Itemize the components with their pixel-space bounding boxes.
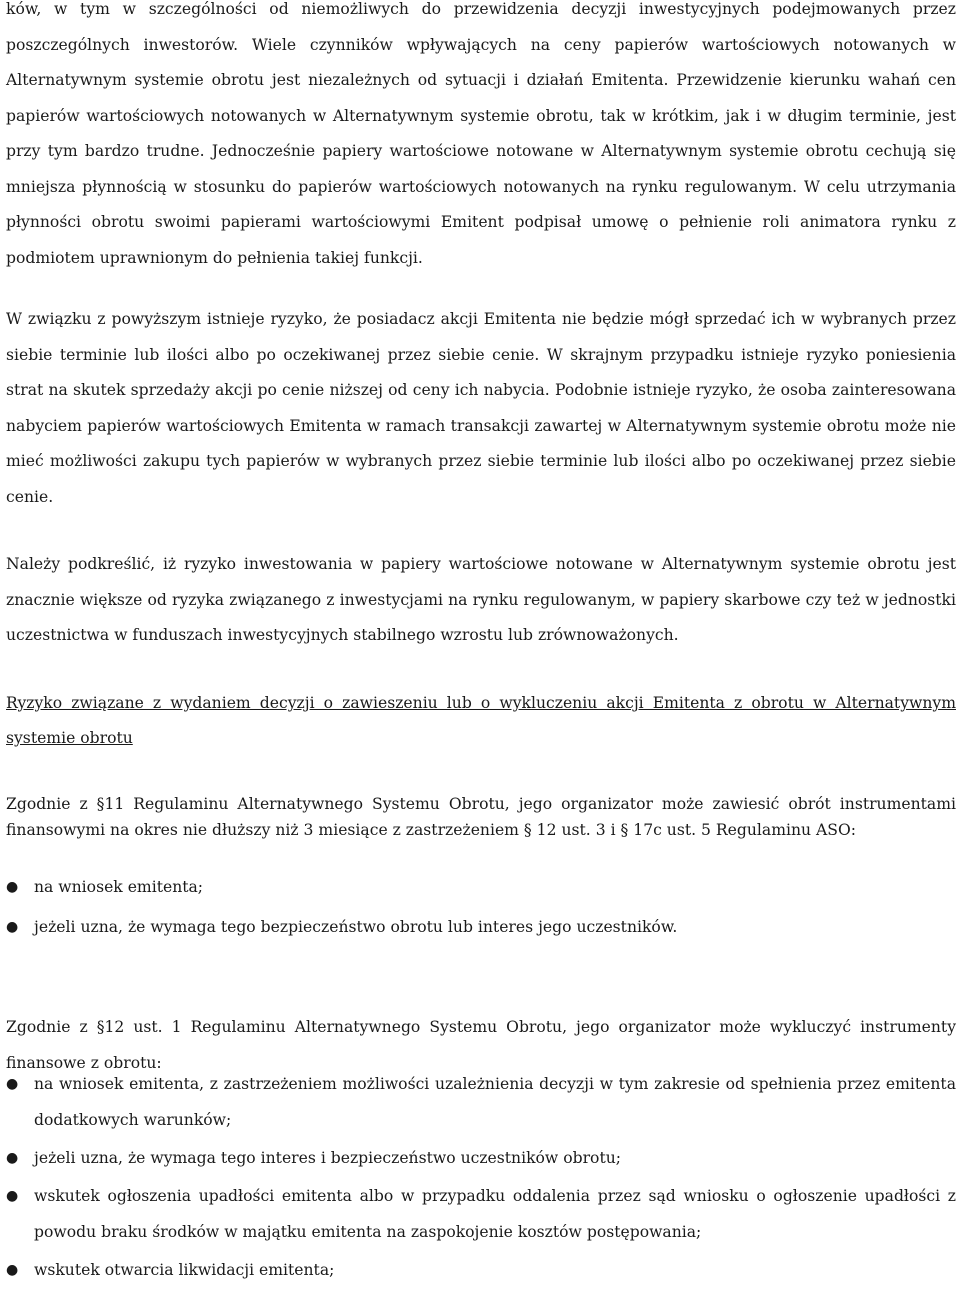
list-item: ● jeżeli uzna, że wymaga tego bezpieczeństwo obrotu lub interes jego uczestników. (6, 908, 956, 946)
paragraph-investment-risk: Należy podkreślić, iż ryzyko inwestowania w papiery wartościowe notowane w Alternatywnym systemie obrotu jest znacznie większe od ryzyka związanego z inwestycjami na rynku regulowanym, w papiery skarbowe czy też w jednostki uczestnictwa w funduszach inwestycyjnych stabilnego wzrostu lub zrównoważonych. (6, 555, 956, 644)
bullet-icon: ● (6, 1150, 19, 1166)
bullet-icon: ● (6, 919, 19, 935)
paragraph-suspension-rules: Zgodnie z §11 Regulaminu Alternatywnego Systemu Obrotu, jego organizator może zawiesić obrót instrumentami finansowymi na okres nie dłuższy niż 3 miesiące z zastrzeżeniem § 12 ust. 3 i § 17c ust. 5 Regulaminu ASO: (6, 795, 956, 839)
list-item: ● wskutek otwarcia likwidacji emitenta; (6, 1252, 956, 1288)
paragraph-sale-risk: W związku z powyższym istnieje ryzyko, że posiadacz akcji Emitenta nie będzie mógł sprzedać ich w wybranych przez siebie terminie lub ilości albo po oczekiwanej przez siebie cenie. W skrajnym przypadku istnieje ryzyko poniesienia strat na skutek sprzedaży akcji po cenie niższej od ceny ich nabycia. Podobnie istnieje ryzyko, że osoba zainteresowana nabyciem papierów wartościowych Emitenta w ramach transakcji zawartej w Alternatywnym systemie obrotu może nie mieć możliwości zakupu tych papierów w wybranych przez siebie terminie lub ilości albo po oczekiwanej przez siebie cenie. (6, 310, 956, 506)
exclusion-conditions-list (6, 1066, 956, 1288)
section-heading-suspension-risk: Ryzyko związane z wydaniem decyzji o zawieszeniu lub o wykluczeniu akcji Emitenta z obrotu w Alternatywnym systemie obrotu (6, 694, 956, 747)
list-item: ● na wniosek emitenta; (6, 868, 956, 906)
paragraph-liquidity-risk: ków, w tym w szczególności od niemożliwych do przewidzenia decyzji inwestycyjnych podejmowanych przez poszczególnych inwestorów. Wiele czynników wpływających na ceny papierów wartościowych notowanych w Alternatywnym systemie obrotu jest niezależnych od sytuacji i działań Emitenta. Przewidzenie kierunku wahań cen papierów wartościowych notowanych w Alternatywnym systemie obrotu, tak w krótkim, jak i w długim terminie, jest przy tym bardzo trudne. Jednocześnie papiery wartościowe notowane w Alternatywnym systemie obrotu cechują się mniejsza płynnością w stosunku do papierów wartościowych notowanych na rynku regulowanym. W celu utrzymania płynności obrotu swoimi papierami wartościowymi Emitent podpisał umowę o pełnienie roli animatora rynku z podmiotem uprawnionym do pełnienia takiej funkcji. (6, 0, 956, 267)
bullet-icon: ● (6, 1076, 19, 1092)
suspension-conditions-list (6, 868, 956, 946)
list-item: ● jeżeli uzna, że wymaga tego interes i bezpieczeństwo uczestników obrotu; (6, 1140, 956, 1176)
list-item: ● na wniosek emitenta, z zastrzeżeniem możliwości uzależnienia decyzji w tym zakresie od spełnienia przez emitenta dodatkowych warunków; (6, 1066, 956, 1138)
bullet-icon: ● (6, 1188, 19, 1204)
paragraph-exclusion-rules: Zgodnie z §12 ust. 1 Regulaminu Alternatywnego Systemu Obrotu, jego organizator może wykluczyć instrumenty finansowe z obrotu: (6, 1018, 956, 1072)
list-item: ● wskutek ogłoszenia upadłości emitenta albo w przypadku oddalenia przez sąd wniosku o ogłoszenie upadłości z powodu braku środków w majątku emitenta na zaspokojenie kosztów postępowania; (6, 1178, 956, 1250)
bullet-icon: ● (6, 879, 19, 895)
bullet-icon: ● (6, 1262, 19, 1278)
